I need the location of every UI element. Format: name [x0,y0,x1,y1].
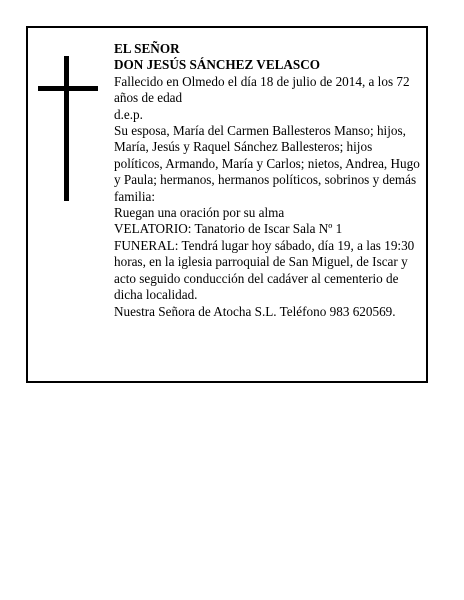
death-info: Fallecido en Olmedo el día 18 de julio de 2014, a los 72 años de edad [114,73,410,106]
obituary-notice [26,26,428,383]
obituary-text [114,41,420,320]
funeral-home-info: Nuestra Señora de Atocha S.L. Teléfono 983 620569. [114,303,396,319]
cross-vertical-bar [64,56,69,201]
family-list: Su esposa, María del Carmen Ballesteros Manso; hijos, María, Jesús y Raquel Sánchez Ballesteros; hijos políticos, Armando, María y Carlos; nietos, Andrea, Hugo y Paula; hermanos, hermanos políticos, sobrinos y demás familia: [114,123,420,204]
rip-abbreviation: d.e.p. [114,106,143,122]
funeral-info: FUNERAL: Tendrá lugar hoy sábado, día 19, a las 19:30 horas, en la iglesia parroquial de San Miguel, de Iscar y acto seguido conducción del cadáver al cementerio de dicha localidad. [114,237,415,303]
wake-info: VELATORIO: Tanatorio de Iscar Sala Nº 1 [114,221,343,237]
cross-horizontal-bar [38,86,98,91]
latin-cross-icon [38,56,98,201]
deceased-name: DON JESÚS SÁNCHEZ VELASCO [114,57,321,73]
prayer-request: Ruegan una oración por su alma [114,205,285,221]
notice-heading: EL SEÑOR [114,41,180,56]
